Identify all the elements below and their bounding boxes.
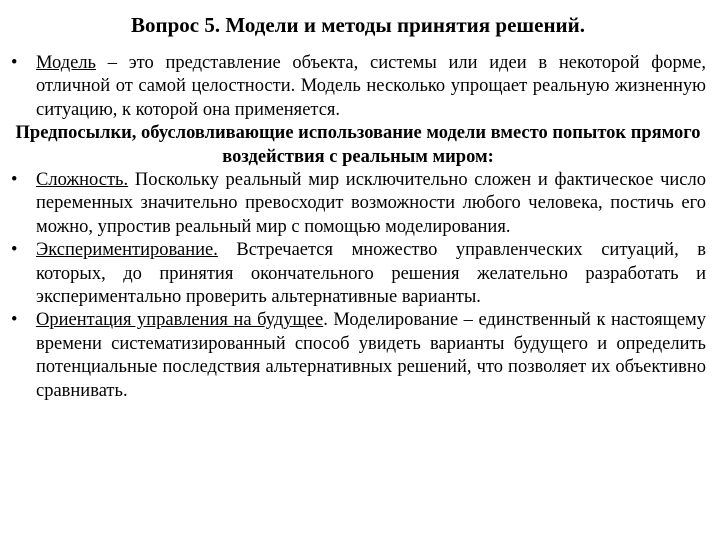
term-experimentation: Экспериментирование. (36, 240, 218, 261)
bullet-icon: • (11, 240, 18, 261)
slide-content (10, 52, 706, 403)
slide-title: Вопрос 5. Модели и методы принятия решений. (130, 13, 585, 37)
bullet-icon: • (11, 170, 18, 191)
premise-heading: Предпосылки, обусловливающие использование модели вместо попыток прямого воздействия с реальным миром: (15, 123, 701, 167)
experimentation-text: Встречается множество управленческих ситуаций, в которых, до принятия окончательного решения желательно разработать и экспериментально проверить альтернативные варианты. (36, 240, 706, 308)
term-complexity: Сложность. (36, 170, 129, 191)
list-item-future-orientation (10, 309, 706, 403)
future-orientation-text: . Моделирование – единственный к настоящему времени систематизированный способ увидеть варианты будущего и определить потенциальные последствия альтернативных решений, что позволяет их объективно сравнивать. (36, 310, 707, 401)
list-item-model (10, 52, 706, 122)
model-definition: – это представление объекта, системы или идеи в некоторой форме, отличной от самой целостности. Модель несколько упрощает реальную жизненную ситуацию, к которой она применяется. (36, 53, 706, 120)
term-future-orientation: Ориентация управления на будущее (36, 310, 324, 331)
bullet-icon: • (11, 310, 18, 331)
complexity-text: Поскольку реальный мир исключительно сложен и фактическое число переменных значительно превосходит возможности любого человека, постичь его можно, упростив реальный мир с помощью моделирования. (36, 170, 706, 237)
list-item-complexity (10, 169, 706, 239)
bullet-icon: • (11, 53, 18, 73)
term-model: Модель (36, 53, 96, 73)
list-item-experimentation (10, 239, 706, 309)
